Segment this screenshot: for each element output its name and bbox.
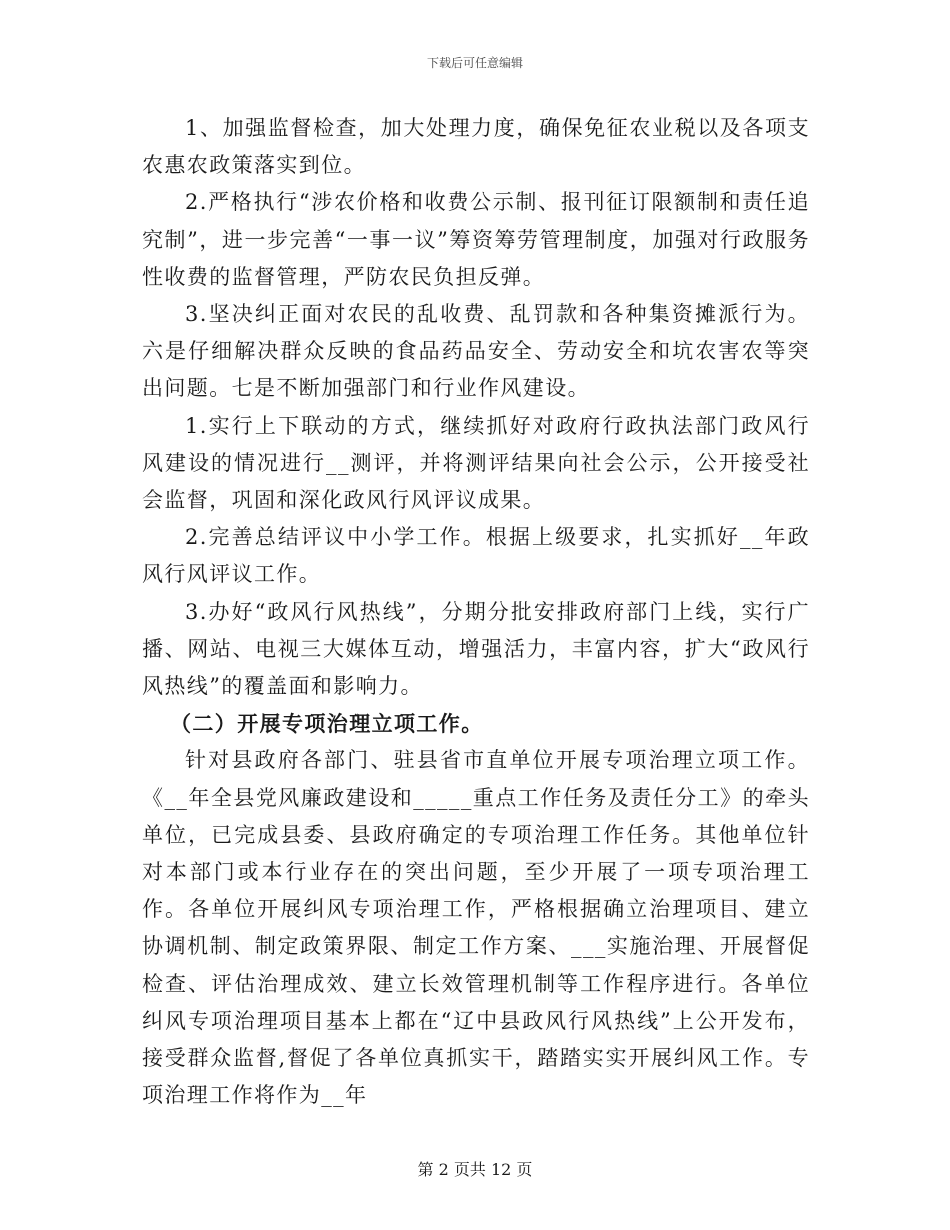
paragraph-2: 2.严格执行“涉农价格和收费公示制、报刊征订限额制和责任追究制”，进一步完善“一事一议”筹资筹劳管理制度，加强对行政服务性收费的监督管理，严防农民负担反弹。 [142, 190, 810, 289]
section-paragraph: 针对县政府各部门、驻县省市直单位开展专项治理立项工作。《__年全县党风廉政建设和_____重点工作任务及责任分工》的牵头单位，已完成县委、县政府确定的专项治理工作任务。其他单位针对本部门或本行业存在的突出问题，至少开展了一项专项治理工作。各单位开展纠风专项治理工作，严格根据确立治理项目、建立协调机制、制定政策界限、制定工作方案、___实施治理、开展督促检查、评估治理成效、建立长效管理机制等工作程序进行。各单位纠风专项治理项目基本上都在“辽中县政风行风热线”上公开发布，接受群众监督,督促了各单位真抓实干，踏踏实实开展纠风工作。专项治理工作将作为__年 [142, 748, 810, 1108]
section-heading: （二）开展专项治理立项工作。 [170, 711, 484, 737]
paragraph-1: 1、加强监督检查，加大处理力度，确保免征农业税以及各项支农惠农政策落实到位。 [142, 116, 810, 178]
document-body [142, 110, 810, 1114]
paragraph-4: 1.实行上下联动的方式，继续抓好对政府行政执法部门政风行风建设的情况进行__测评，并将测评结果向社会公示，公开接受社会监督，巩固和深化政风行风评议成果。 [142, 413, 810, 513]
page-header: 下载后可任意编辑 [426, 56, 523, 70]
paragraph-3: 3.坚决纠正面对农民的乱收费、乱罚款和各种集资摊派行为。六是仔细解决群众反映的食品药品安全、劳动安全和坑农害农等突出问题。七是不断加强部门和行业作风建设。 [142, 302, 810, 401]
paragraph-5: 2.完善总结评议中小学工作。根据上级要求，扎实抓好__年政风行风评议工作。 [142, 525, 810, 587]
paragraph-6: 3.办好“政风行风热线”，分期分批安排政府部门上线，实行广播、网站、电视三大媒体互动，增强活力，丰富内容，扩大“政风行风热线”的覆盖面和影响力。 [142, 599, 810, 699]
page-footer: 第 2 页共 12 页 [417, 1160, 533, 1179]
